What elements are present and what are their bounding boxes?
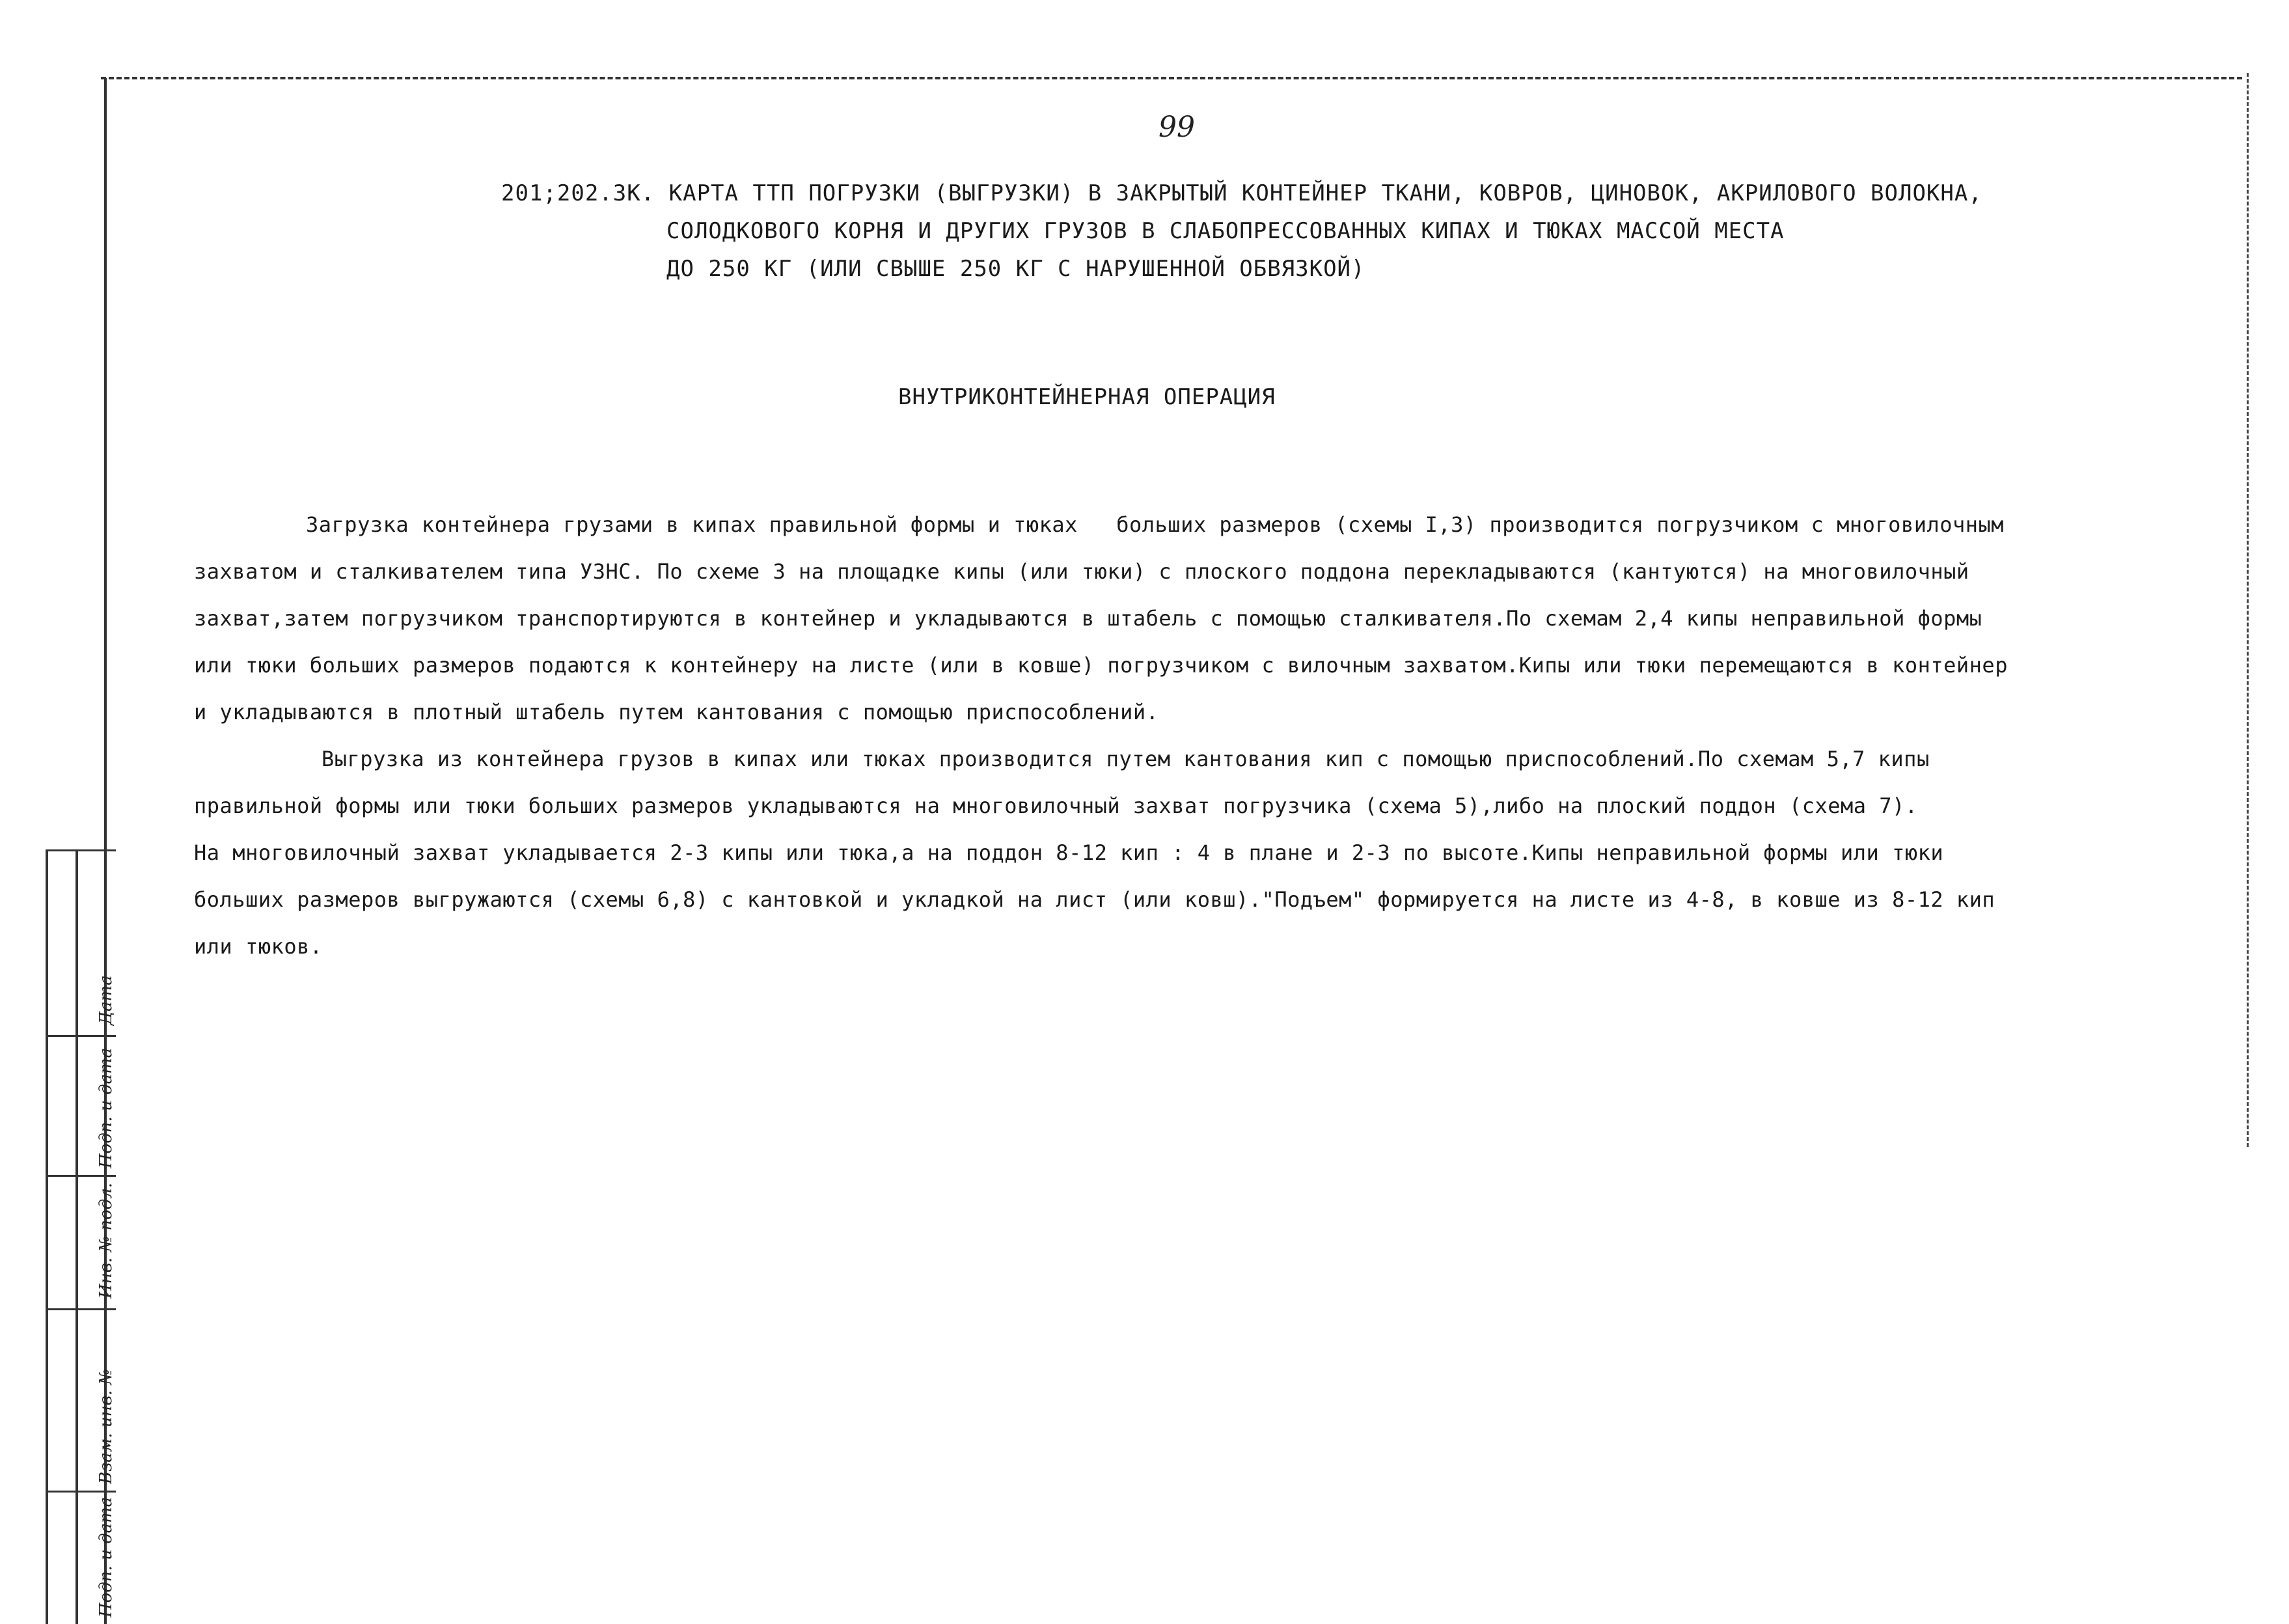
body-line: правильной формы или тюки больших размеров укладываются на многовилочный захват погрузчика (схема 5),либо на плоский поддон (схема 7). — [194, 793, 1918, 818]
body-line: захват,затем погрузчиком транспортируются в контейнер и укладываются в штабель с помощью сталкивателя.По схемам 2,4 кипы неправильной формы — [194, 606, 1982, 631]
stamp-row-divider — [46, 849, 116, 851]
stamp-cell-label: Подп. и дата — [96, 1047, 116, 1168]
body-line: и укладываются в плотный штабель путем кантования с помощью приспособлений. — [194, 700, 1159, 724]
title-line: 201;202.3К. КАРТА ТТП ПОГРУЗКИ (ВЫГРУЗКИ) В ЗАКРЫТЫЙ КОНТЕЙНЕР ТКАНИ, КОВРОВ, ЦИНОВОК, АКРИЛОВОГО ВОЛОКНА, — [501, 180, 1982, 206]
page-frame-right — [2247, 73, 2249, 1147]
body-line: или тюки больших размеров подаются к контейнеру на листе (или в ковше) погрузчиком с вилочным захватом.Кипы или тюки перемещаются в контейнер — [194, 653, 2008, 678]
stamp-row-divider — [46, 1491, 116, 1493]
body-line: больших размеров выгружаются (схемы 6,8) с кантовкой и укладкой на лист (или ковш)."Подъем" формируется на листе из 4-8, в ковше из 8-12 кип — [194, 887, 1995, 912]
title-line: СОЛОДКОВОГО КОРНЯ И ДРУГИХ ГРУЗОВ В СЛАБОПРЕССОВАННЫХ КИПАХ И ТЮКАХ МАССОЙ МЕСТА — [666, 218, 1785, 244]
body-line: или тюков. — [194, 934, 323, 959]
stamp-row-divider — [46, 1175, 116, 1177]
stamp-cell-label: Инв. № подл. — [96, 1182, 116, 1299]
body-line: Загрузка контейнера грузами в кипах правильной формы и тюках больших размеров (схемы I,3) производится погрузчиком с многовилочным — [306, 512, 2005, 537]
stamp-row-divider — [46, 1308, 116, 1310]
document-title — [501, 174, 1982, 288]
section-heading: ВНУТРИКОНТЕЙНЕРНАЯ ОПЕРАЦИЯ — [898, 384, 1276, 410]
body-line: захватом и сталкивателем типа УЗНС. По схеме 3 на площадке кипы (или тюки) с плоского поддона перекладываются (кантуются) на многовилочный — [194, 559, 1969, 584]
stamp-divider — [75, 849, 78, 1624]
body-line: На многовилочный захват укладывается 2-3 кипы или тюка,а на поддон 8-12 кип : 4 в плане и 2-3 по высоте.Кипы неправильной формы или тюки — [194, 840, 1944, 865]
stamp-cell-label: Взам. инв. № — [96, 1368, 116, 1484]
approval-stamp-column — [46, 849, 116, 1624]
stamp-cell-label: Подп. и дата — [96, 1496, 116, 1617]
page-frame-top — [101, 77, 2242, 79]
page-number: 99 — [1158, 111, 1195, 144]
stamp-border-left — [46, 849, 48, 1624]
title-line: ДО 250 КГ (ИЛИ СВЫШЕ 250 КГ С НАРУШЕННОЙ ОБВЯЗКОЙ) — [666, 256, 1365, 282]
body-text — [194, 501, 2225, 970]
stamp-cell-label: Дата — [96, 975, 116, 1025]
body-line: Выгрузка из контейнера грузов в кипах или тюках производится путем кантования кип с помощью приспособлений.По схемам 5,7 кипы — [322, 747, 1930, 771]
stamp-row-divider — [46, 1035, 116, 1037]
